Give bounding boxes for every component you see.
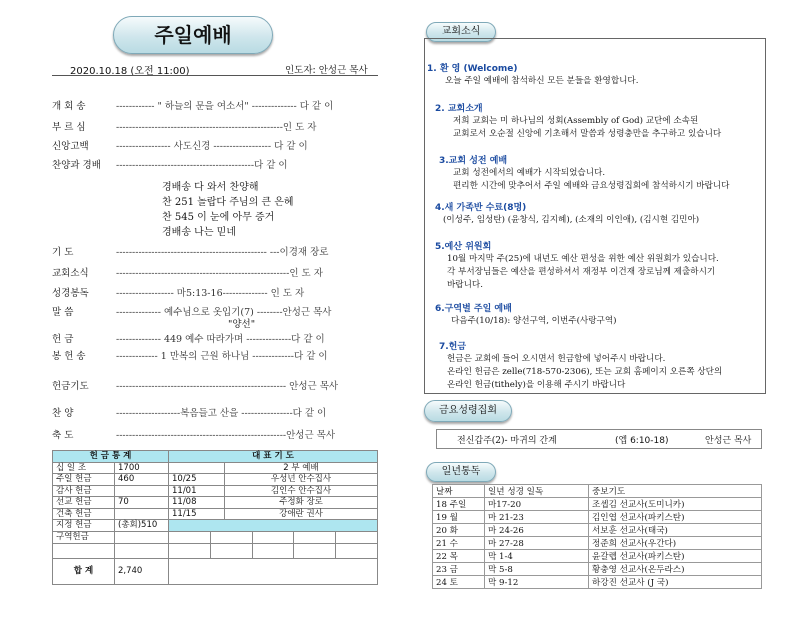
praise-song: 찬 545 이 눈에 아무 증거	[162, 212, 275, 223]
service-leader: 인도자: 안성근 목사	[285, 65, 368, 76]
news-line: 바랍니다.	[447, 280, 483, 290]
divider	[52, 75, 378, 76]
finance-total-row: 합 계 2,740	[53, 558, 378, 584]
title-banner	[113, 16, 273, 54]
table-row: 십 일 조 1700 2 부 예배	[53, 462, 378, 474]
friday-tab	[424, 400, 512, 422]
news-line: 온라인 헌금은 zelle(718-570-2306), 또는 교회 홈페이지 오른쪽 상단의	[447, 367, 723, 377]
news-heading: 7.헌금	[439, 342, 467, 352]
order-item: 개 회 송 ------------ " 하늘의 문을 여소서" -------------- 다 같 이	[52, 101, 334, 112]
table-row: 건축 헌금 11/15 강애란 권사	[53, 508, 378, 520]
schedule-table	[432, 484, 762, 589]
praise-song: 경배송 다 와서 찬양해	[162, 182, 259, 193]
table-row: 20 화 마 24-26 서보훈 선교사(태국)	[433, 524, 762, 537]
sermon-subtitle: "양선"	[228, 319, 256, 330]
finance-table	[52, 450, 378, 585]
order-item: 봉 헌 송 ------------- 1 만복의 근원 하나님 -------------다 같 이	[52, 351, 328, 362]
news-heading: 6.구역별 주일 예배	[435, 304, 512, 314]
page-title: 주일예배	[154, 23, 232, 47]
praise-song: 경배송 나는 믿네	[162, 227, 236, 238]
news-line: 헌금은 교회에 들어 오시면서 헌금함에 넣어주시 바랍니다.	[447, 354, 666, 364]
table-row: 주일 헌금 460 10/25 우성넌 안수집사	[53, 474, 378, 486]
finance-header-left: 헌 금 통 계	[53, 451, 169, 463]
order-item: 헌금기도 ----------------------------------------------------- 안성근 목사	[52, 381, 339, 392]
table-row: 21 수 마 27-28 정준희 선교사(우간다)	[433, 537, 762, 550]
praise-song: 찬 251 놀랍다 주님의 큰 은혜	[162, 197, 294, 208]
order-item: 교회소식 ------------------------------------------------------인 도 자	[52, 268, 323, 279]
order-item: 기 도 ----------------------------------------------- ---이경재 장로	[52, 247, 329, 258]
friday-box	[436, 429, 762, 449]
table-row: 지정 헌금 (총회)510	[53, 520, 378, 532]
table-row	[53, 543, 378, 558]
table-row: 22 목 막 1-4 윤갈렙 선교사(파키스탄)	[433, 550, 762, 563]
news-tab-label: 교회소식	[441, 26, 481, 37]
table-row: 감사 헌금 11/01 김인수 안수집사	[53, 485, 378, 497]
order-item: 부 르 심 ----------------------------------------------------인 도 자	[52, 122, 317, 133]
friday-title: 전신갑주(2)- 마귀의 간계	[457, 436, 557, 446]
news-line: 10월 마지막 주(25)에 내년도 예산 편성을 위한 예산 위원회가 있습니다.	[447, 254, 719, 264]
news-line: 편리한 시간에 맞추어서 주일 예배와 금요성령집회에 참석하시기 바랍니다	[453, 181, 730, 191]
bible-tab	[426, 462, 496, 482]
news-line: 온라인 헌금(tithely)을 이용해 주시기 바랍니다	[447, 380, 626, 390]
friday-tab-label: 금요성령집회	[439, 405, 497, 416]
news-line: 저희 교회는 미 하나님의 성회(Assembly of God) 교단에 소속된	[453, 116, 699, 126]
friday-speaker: 안성근 목사	[705, 436, 752, 446]
order-item: 축 도 -----------------------------------------------------안성근 목사	[52, 430, 336, 441]
table-row: 18 주일 마17-20 조셉김 선교사(도미니카)	[433, 498, 762, 511]
friday-ref: (엡 6:10-18)	[615, 436, 669, 446]
news-line: 교회로서 오순절 신앙에 기초해서 말씀과 성령충만을 추구하고 있습니다	[453, 129, 722, 139]
news-heading: 1. 환 영 (Welcome)	[427, 64, 518, 74]
schedule-header: 날짜 일년 성경 일독 중보기도	[433, 485, 762, 498]
order-item: 성경봉독 ------------------ 마5:13-16-------------- 인 도 자	[52, 288, 305, 299]
order-item: 찬양과 경배 -------------------------------------------다 같 이	[52, 160, 288, 171]
news-heading: 2. 교회소개	[435, 104, 483, 114]
news-heading: 4.새 가족반 수료(8명)	[435, 203, 527, 213]
news-heading: 3.교회 성전 예배	[439, 156, 508, 166]
finance-header	[53, 451, 378, 463]
news-line: (이성주, 임성탄) (윤창식, 김지혜), (소재의 이인애), (김시현 김민아)	[443, 215, 700, 225]
service-date: 2020.10.18 (오전 11:00)	[70, 66, 190, 77]
news-box	[424, 38, 766, 394]
order-item: 헌 금 -------------- 449 예수 따라가며 --------------다 같 이	[52, 334, 325, 345]
table-row: 구역헌금	[53, 531, 378, 543]
order-item: 찬 양 --------------------복음들고 산을 ----------------다 같 이	[52, 408, 327, 419]
table-row: 23 금 막 5-8 황충영 선교사(온두라스)	[433, 563, 762, 576]
bible-tab-label: 일년통독	[441, 466, 481, 477]
news-heading: 5.예산 위원회	[435, 242, 492, 252]
news-line: 오늘 주일 예배에 참석하신 모든 분들을 환영합니다.	[445, 76, 639, 86]
table-row: 선교 헌금 70 11/08 주정화 장로	[53, 497, 378, 509]
news-line: 다음주(10/18): 양선구역, 이번주(사랑구역)	[451, 316, 617, 326]
news-line: 교회 성전에서의 예배가 시작되었습니다.	[453, 168, 606, 178]
order-item: 신앙고백 ----------------- 사도신경 ------------------ 다 같 이	[52, 141, 308, 152]
finance-header-right: 대 표 기 도	[169, 451, 378, 463]
table-row: 19 월 마 21-23 김인엽 선교사(파키스탄)	[433, 511, 762, 524]
order-item: 말 씀 -------------- 예수님으로 옷입기(7) --------안성근 목사	[52, 307, 332, 318]
news-line: 각 부서장님들은 예산을 편성하셔서 재정부 이건재 장로님께 제출하시기	[447, 267, 716, 277]
table-row: 24 토 막 9-12 하강진 선교사 (J 국)	[433, 576, 762, 589]
